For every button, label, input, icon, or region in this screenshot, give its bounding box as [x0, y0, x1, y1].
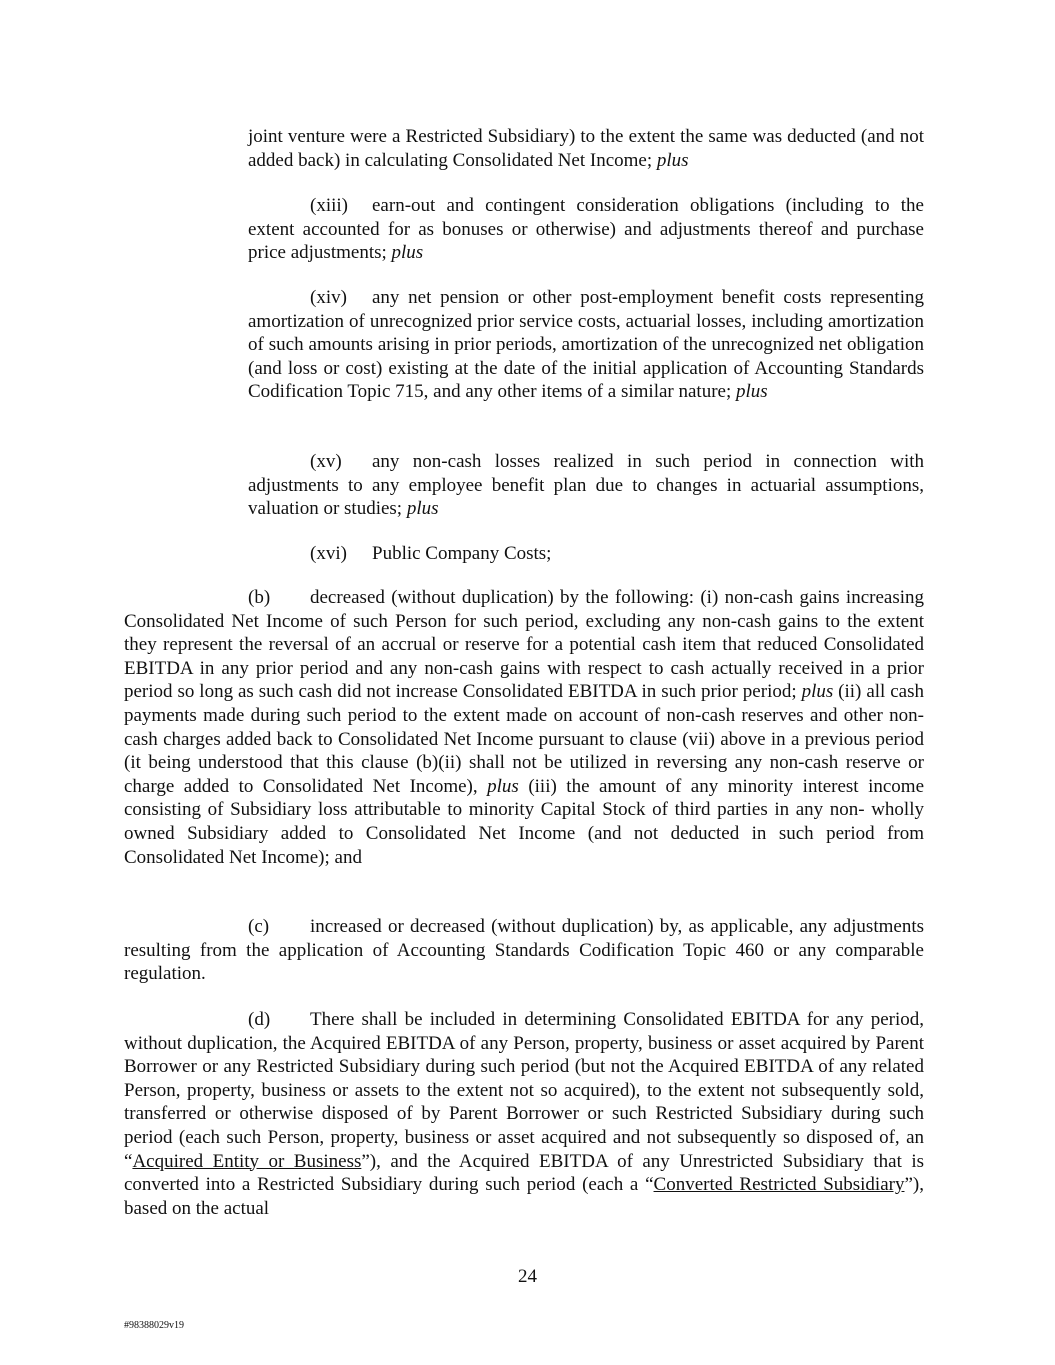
plus-term: plus [391, 242, 424, 264]
clause-xvi: (xvi) Public Company Costs; [310, 543, 552, 564]
paragraph-b: (b) decreased (without duplication) by the following: (i) non-cash gains increasing Consolidated Net Income of such Person for such period, excluding any non-cash gains to the extent they represent the reversal of an accrual or reserve for a potential cash item that reduced Consolidated EBITDA in any prior period and any non-cash gains with respect to cash actually received in a prior period so long as such cash did not increase Consolidated EBITDA in such prior period; plus (ii) all cash payments made during such period to the extent made on account of non-cash reserves and other non-cash charges added back to Consolidated Net Income pursuant to clause (vii) above in a previous period (it being understood that this clause (b)(ii) shall not be utilized in reversing any non-cash reserve or charge added to Consolidated Net Income), plus (iii) the amount of any minority interest income consisting of Subsidiary loss attributable to minority Capital Stock of third parties in any non- wholly owned Subsidiary added to Consolidated Net Income (and not deducted in such period from Consolidated Net Income); and [124, 587, 925, 868]
clause-label: (xiv) [310, 287, 347, 308]
clause-xiii: (xiii) earn-out and contingent consideration obligations (including to the extent accounted for as bonuses or otherwise) and adjustments thereof and purchase price adjustments; plus [248, 195, 924, 264]
defined-term-converted-subsidiary: Converted Restricted Subsidiary [653, 1174, 905, 1196]
clause-label: (xvi) [310, 543, 347, 564]
clause-xv: (xv) any non-cash losses realized in such period in connection with adjustments to any employee benefit plan due to changes in actuarial assumptions, valuation or studies; plus [248, 451, 924, 520]
paragraph-d: (d) There shall be included in determining Consolidated EBITDA for any period, without duplication, the Acquired EBITDA of any Person, property, business or asset acquired by Parent Borrower or any Restricted Subsidiary during such period (but not the Acquired EBITDA of any related Person, property, business or assets to the extent not so acquired), to the extent not subsequently sold, transferred or otherwise disposed of by Parent Borrower or such Restricted Subsidiary during such period (each such Person, property, business or asset acquired and not subsequently so disposed of, an “Acquired Entity or Business”), and the Acquired EBITDA of any Unrestricted Subsidiary that is converted into a Restricted Subsidiary during such period (each a “Converted Restricted Subsidiary”), based on the actual [124, 1009, 925, 1219]
clause-label: (xv) [310, 451, 342, 472]
clause-xiv: (xiv) any net pension or other post-employment benefit costs representing amortization of unrecognized prior service costs, actuarial losses, including amortization of such amounts arising in prior periods, amortization of the unrecognized net obligation (and loss or cost) existing at the date of the initial application of Accounting Standards Codification Topic 715, and any other items of a similar nature; plus [248, 287, 924, 403]
continuation-paragraph: joint venture were a Restricted Subsidiary) to the extent the same was deducted (and not added back) in calculating Consolidated Net Income; plus [248, 126, 924, 171]
paragraph-label: (d) [248, 1009, 271, 1030]
plus-term: plus [801, 681, 834, 703]
plus-term: plus [735, 381, 768, 403]
plus-term: plus [406, 498, 439, 520]
defined-term-acquired-entity: Acquired Entity or Business [132, 1150, 362, 1172]
plus-term: plus [656, 149, 689, 171]
plus-term: plus [487, 775, 519, 797]
paragraph-label: (c) [248, 916, 270, 937]
document-id: #98388029v19 [124, 1320, 184, 1331]
paragraph-c: (c) increased or decreased (without duplication) by, as applicable, any adjustments resulting from the application of Accounting Standards Codification Topic 460 or any comparable regulation. [124, 916, 924, 985]
page-number: 24 [518, 1266, 537, 1287]
clause-label: (xiii) [310, 195, 348, 216]
paragraph-label: (b) [248, 587, 271, 608]
